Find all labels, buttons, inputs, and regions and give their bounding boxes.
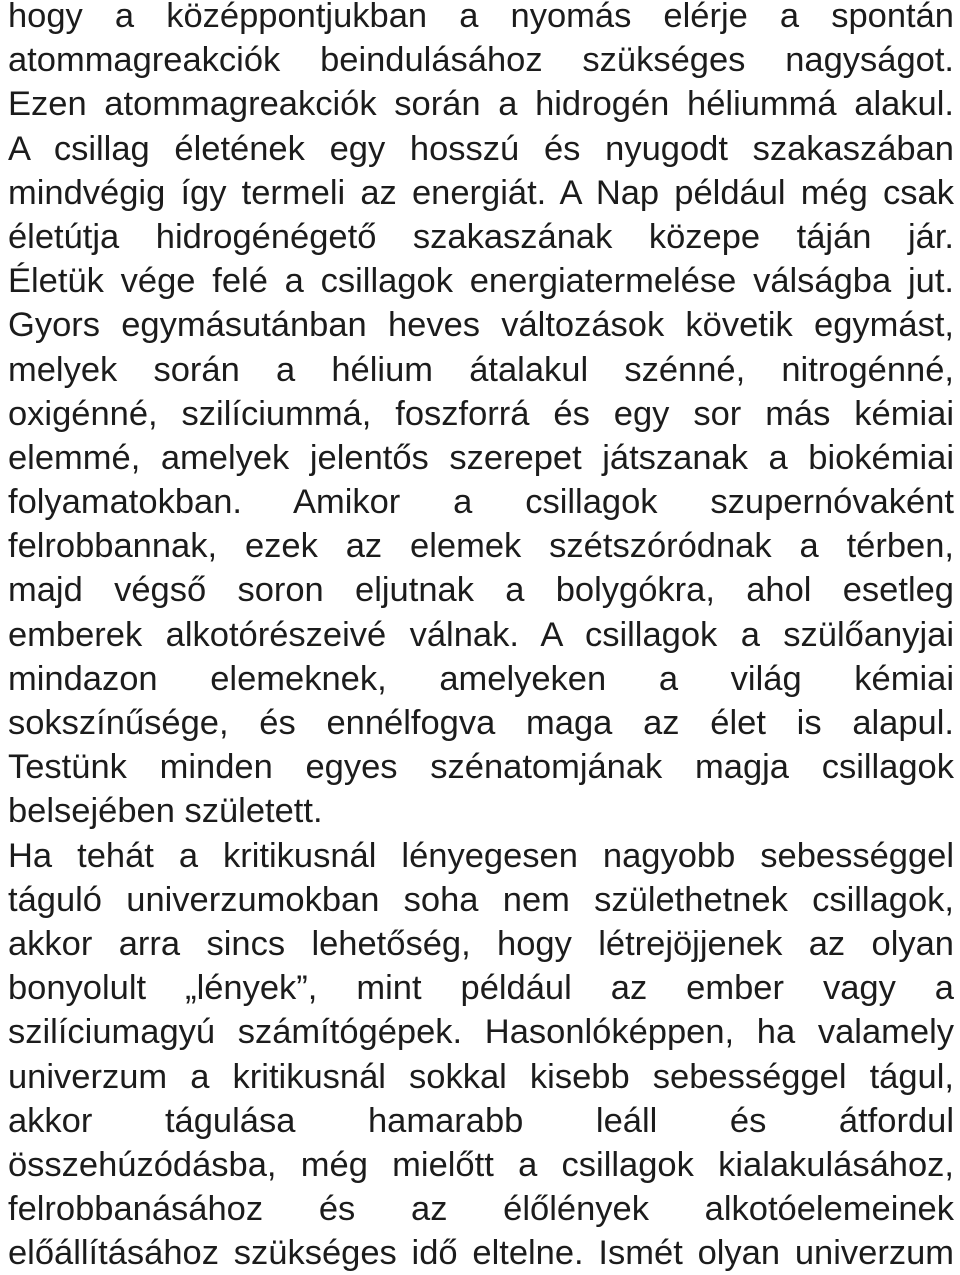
text-line: mindazon elemeknek, amelyeken a világ kémiai xyxy=(8,659,954,698)
text-line: folyamatokban. Amikor a csillagok szupernóvaként xyxy=(8,483,954,522)
text-line: A csillag életének egy hosszú és nyugodt szakaszában xyxy=(8,129,954,168)
paragraph-stars-lifecycle xyxy=(8,0,954,834)
text-line: felrobbanásához és az élőlények alkotóelemeinek xyxy=(8,1190,954,1229)
text-line: szilíciumagyú számítógépek. Hasonlóképpen, ha valamely xyxy=(8,1013,954,1052)
document-page xyxy=(8,0,954,1275)
text-line: oxigénné, szilíciummá, foszforrá és egy sor más kémiai xyxy=(8,394,954,433)
text-line: mindvégig így termeli az energiát. A Nap például még csak xyxy=(8,173,954,212)
text-line: akkor tágulása hamarabb leáll és átfordul xyxy=(8,1101,954,1140)
text-line: felrobbannak, ezek az elemek szétszóródnak a térben, xyxy=(8,527,954,566)
text-line: Ezen atommagreakciók során a hidrogén héliummá alakul. xyxy=(8,85,954,124)
paragraph-universe-expansion xyxy=(8,834,954,1275)
text-line: hogy a középpontjukban a nyomás elérje a spontán xyxy=(8,0,954,35)
text-line: előállításához szükséges idő eltelne. Ismét olyan univerzum xyxy=(8,1234,954,1273)
text-line: Életük vége felé a csillagok energiatermelése válságba jut. xyxy=(8,262,954,301)
text-line: Gyors egymásutánban heves változások követik egymást, xyxy=(8,306,954,345)
text-line: Testünk minden egyes szénatomjának magja csillagok xyxy=(8,748,954,787)
text-line: elemmé, amelyek jelentős szerepet játszanak a biokémiai xyxy=(8,438,954,477)
text-line: sokszínűsége, és ennélfogva maga az élet is alapul. xyxy=(8,704,954,742)
text-line: Ha tehát a kritikusnál lényegesen nagyobb sebességgel xyxy=(8,836,954,875)
text-line: bonyolult „lények”, mint például az ember vagy a xyxy=(8,969,954,1008)
text-line: melyek során a hélium átalakul szénné, nitrogénné, xyxy=(8,350,954,389)
text-line: táguló univerzumokban soha nem születhetnek csillagok, xyxy=(8,880,954,919)
text-line: univerzum a kritikusnál sokkal kisebb sebességgel tágul, xyxy=(8,1057,954,1096)
text-line: életútja hidrogénégető szakaszának közepe táján jár. xyxy=(8,217,954,256)
text-line: emberek alkotórészeivé válnak. A csillagok a szülőanyjai xyxy=(8,615,954,654)
text-line-last: belsejében született. xyxy=(8,792,323,831)
text-line: összehúzódásba, még mielőtt a csillagok kialakulásához, xyxy=(8,1145,954,1184)
text-line: majd végső soron eljutnak a bolygókra, ahol esetleg xyxy=(8,571,954,610)
text-line: atommagreakciók beindulásához szükséges nagyságot. xyxy=(8,41,954,80)
text-line: akkor arra sincs lehetőség, hogy létrejöjjenek az olyan xyxy=(8,924,954,963)
